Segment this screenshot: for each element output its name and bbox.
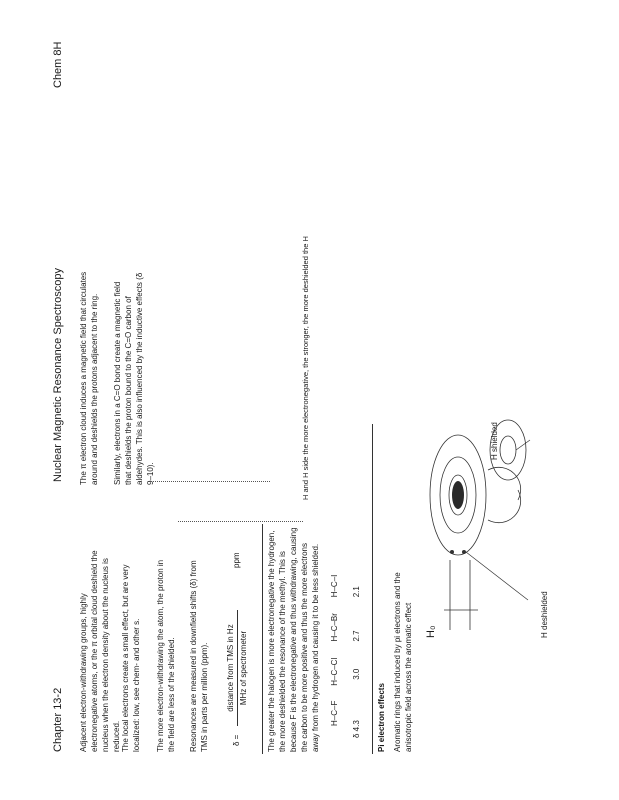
electron-cloud — [452, 481, 464, 509]
paragraph-local-electrons: The local electrons create a small effect, but are very localized: low, see chem- and other s. — [121, 564, 141, 752]
paragraph-withdrawing: The more electron-withdrawing the atom, the proton in the field are less of the shielded. — [156, 559, 176, 752]
table-header-cell: H–C–I — [330, 574, 339, 598]
divider-line — [262, 524, 263, 754]
paragraph-deshielding: Adjacent electron-withdrawing groups, highly electronegative atoms, or the π orbital cloud deshield the nucleus when the electron density about the nucleus is reduced. — [79, 550, 121, 752]
header-chapter: Chapter 13-2 — [52, 687, 64, 752]
paragraph-ppm: Resonances are measured in downfield shifts (δ) from TMS in parts per million (ppm). — [189, 560, 209, 752]
field-curve — [488, 490, 521, 523]
table-value-cell: 2.7 — [352, 630, 361, 642]
section-title: Pi electron effects — [377, 683, 386, 752]
shielded-label: H shielded — [490, 422, 499, 460]
proton-dot — [462, 550, 466, 554]
halogen-values — [352, 518, 361, 738]
paragraph-pi-effects: Aromatic rings that induced by pi electrons and the anisotropic field across the aromatic effect — [393, 572, 413, 752]
h0-label: H₀ — [425, 625, 437, 638]
formula-denominator: MHz of spectrometer — [239, 630, 248, 706]
deshielded-label: H deshielded — [540, 591, 549, 638]
paragraph-carbonyl: Similarly, electrons in a C=O bond create a magnetic field that deshields the proton bound to the C=O carbon of aldehydes. This is also influenced by the inductive effects (δ 9–10). — [113, 272, 155, 485]
formula-unit: ppm — [232, 552, 241, 568]
table-value-cell: 2.1 — [352, 586, 361, 598]
formula-numerator: distance from TMS in Hz — [226, 624, 235, 712]
dotted-divider — [178, 521, 303, 522]
table-header-cell: H–C–Cl — [330, 657, 339, 686]
table-value-cell: δ 4.3 — [352, 720, 361, 738]
dotted-divider — [150, 481, 270, 482]
field-curve — [488, 467, 521, 500]
paragraph-pi-cloud: The π electron cloud induces a magnetic field that circulates around and deshields the protons adjacent to the ring. — [79, 271, 99, 485]
proton-dot — [450, 550, 454, 554]
leader-line — [466, 552, 528, 600]
header-course: Chem 8H — [52, 41, 64, 88]
leader-line — [516, 440, 530, 450]
ring-current-diagram — [408, 400, 556, 640]
halogen-table — [330, 526, 339, 726]
table-header-cell: H–C–F — [330, 700, 339, 726]
header-title: Nuclear Magnetic Resonance Spectroscopy — [52, 267, 64, 482]
margin-note: H and H side the more electronegative, the stronger, the more deshielded the H — [301, 236, 310, 500]
paragraph-halogen: The greater the halogen is more electronegative the hydrogen, the more deshielded the resonance of the methyl. This is because F is the electronegative and thus withdrawing, causing the carbon to be more positive and thus the more electrons away from the hydrogen and causing it to be less shielded. — [267, 527, 320, 752]
divider-line — [372, 424, 373, 754]
formula-fraction-bar — [237, 610, 238, 726]
table-value-cell: 3.0 — [352, 668, 361, 680]
orbital-lobe — [500, 436, 516, 464]
formula-prefix: δ = — [232, 734, 241, 746]
table-header-cell: H–C–Br — [330, 613, 339, 642]
